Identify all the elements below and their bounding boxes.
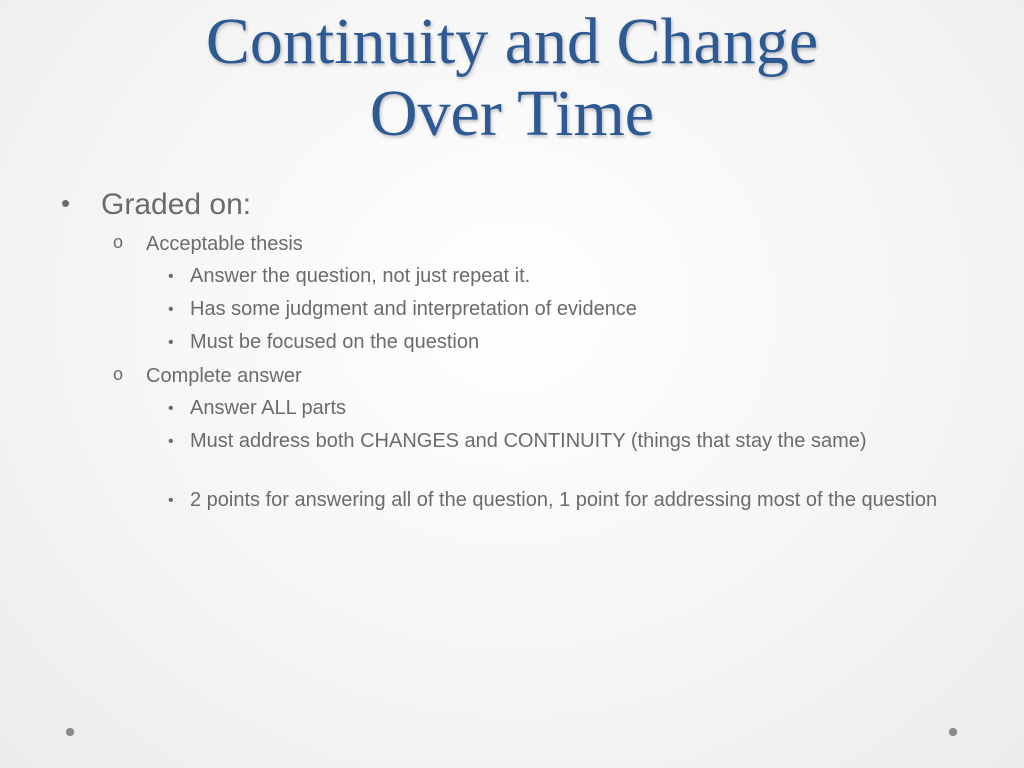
subsubbullet-changes-continuity (168, 428, 950, 455)
subsubbullet-answer-question (168, 263, 950, 290)
subbullet-text: Acceptable thesis (146, 233, 303, 255)
bullet-marker: • (168, 400, 174, 417)
subbullet-text: Complete answer (146, 365, 302, 387)
bullet-marker: • (168, 334, 174, 351)
bullet-marker: • (168, 268, 174, 285)
subsubbullet-points (168, 487, 950, 514)
bullet-marker: • (168, 492, 174, 509)
bullet-text: Graded on: (101, 188, 252, 221)
subsubbullet-text: 2 points for answering all of the question, 1 point for addressing most of the question (190, 489, 938, 511)
bullet-marker: • (61, 188, 71, 218)
subsubbullet-text: Answer the question, not just repeat it. (190, 265, 531, 287)
bullet-marker: • (168, 433, 174, 450)
subsubbullet-text: Answer ALL parts (190, 397, 347, 419)
circle-bullet-marker: o (113, 232, 124, 252)
bullet-graded-on (61, 188, 252, 222)
bullet-marker: • (168, 301, 174, 318)
title-line-1: Continuity and Change (205, 5, 819, 78)
subsubbullet-text: Has some judgment and interpretation of evidence (190, 298, 637, 320)
title-line-2: Over Time (369, 77, 655, 150)
subsubbullet-focused (168, 329, 950, 356)
subsubbullet-answer-all (168, 395, 950, 422)
subsubbullet-text: Must address both CHANGES and CONTINUITY (things that stay the same) (190, 430, 867, 452)
corner-dot-left (66, 728, 74, 736)
subbullet-complete-answer (113, 364, 302, 388)
subsubbullet-judgment (168, 296, 950, 323)
circle-bullet-marker: o (113, 364, 124, 384)
subsubbullet-text: Must be focused on the question (190, 331, 480, 353)
subbullet-acceptable-thesis (113, 232, 303, 256)
corner-dot-right (949, 728, 957, 736)
